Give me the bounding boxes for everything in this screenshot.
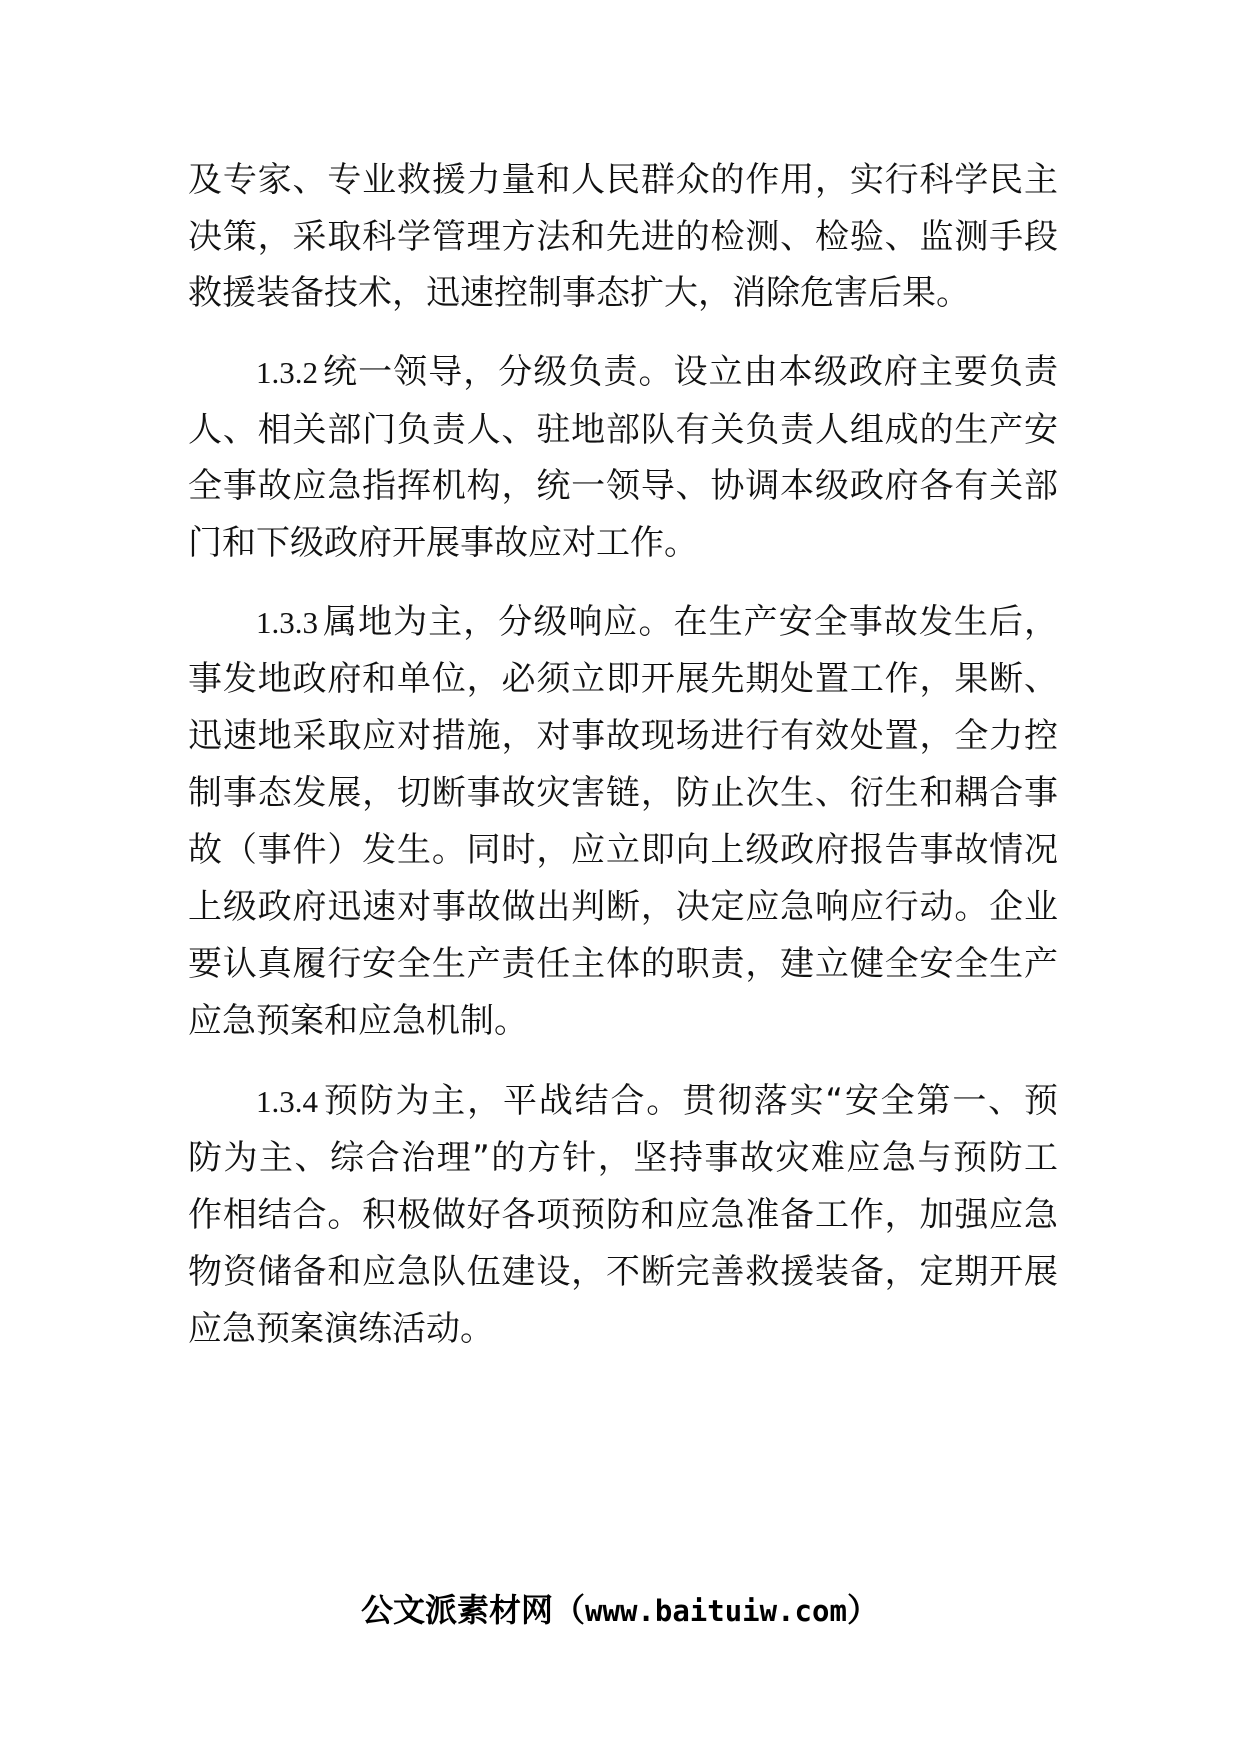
footer-suffix: ）	[846, 1591, 879, 1629]
section-number-1-3-3: 1.3.3	[256, 605, 318, 640]
paragraph-4-line-1-text: 预防为主，平战结合。贯彻落实“安全第一、预	[322, 1081, 1058, 1121]
paragraph-3-line-8: 应急预案和应急机制。	[188, 1001, 528, 1041]
paragraph-2-line-1-text: 统一领导，分级负责。设立由本级政府主要负责	[322, 352, 1058, 392]
paragraph-4-line-1	[256, 1076, 1058, 1126]
paragraph-2-line-1	[256, 347, 1058, 397]
paragraph-2-line-2: 人、相关部门负责人、驻地部队有关负责人组成的生产安	[188, 410, 1058, 450]
section-number-1-3-4: 1.3.4	[256, 1084, 318, 1119]
paragraph-1-line-1: 及专家、专业救援力量和人民群众的作用，实行科学民主	[188, 160, 1058, 200]
paragraph-3-line-4: 制事态发展，切断事故灾害链，防止次生、衍生和耦合事	[188, 773, 1058, 813]
paragraph-2-line-4: 门和下级政府开展事故应对工作。	[188, 523, 698, 563]
paragraph-3-line-5: 故（事件）发生。同时，应立即向上级政府报告事故情况	[188, 830, 1058, 870]
paragraph-3-line-3: 迅速地采取应对措施，对事故现场进行有效处置，全力控	[188, 716, 1058, 756]
footer-source	[0, 1585, 1240, 1635]
footer-prefix: 公文派素材网（	[361, 1591, 586, 1629]
paragraph-4-line-5: 应急预案演练活动。	[188, 1309, 494, 1349]
paragraph-2-line-3: 全事故应急指挥机构，统一领导、协调本级政府各有关部	[188, 466, 1058, 506]
paragraph-3-line-7: 要认真履行安全生产责任主体的职责，建立健全安全生产	[188, 944, 1058, 984]
paragraph-4-line-2: 防为主、综合治理”的方针，坚持事故灾难应急与预防工	[188, 1138, 1058, 1178]
paragraph-3-line-1-text: 属地为主，分级响应。在生产安全事故发生后，	[322, 602, 1058, 642]
paragraph-1-line-3: 救援装备技术，迅速控制事态扩大，消除危害后果。	[188, 273, 970, 313]
section-number-1-3-2: 1.3.2	[256, 355, 318, 390]
paragraph-4-line-4: 物资储备和应急队伍建设，不断完善救援装备，定期开展	[188, 1252, 1058, 1292]
paragraph-3-line-2: 事发地政府和单位，必须立即开展先期处置工作，果断、	[188, 659, 1058, 699]
paragraph-3-line-6: 上级政府迅速对事故做出判断，决定应急响应行动。企业	[188, 887, 1058, 927]
paragraph-3-line-1	[256, 597, 1058, 647]
footer-site: www.baituiw.com	[585, 1594, 847, 1628]
paragraph-1-line-2: 决策，采取科学管理方法和先进的检测、检验、监测手段	[188, 217, 1058, 257]
paragraph-4-line-3: 作相结合。积极做好各项预防和应急准备工作，加强应急	[188, 1195, 1058, 1235]
